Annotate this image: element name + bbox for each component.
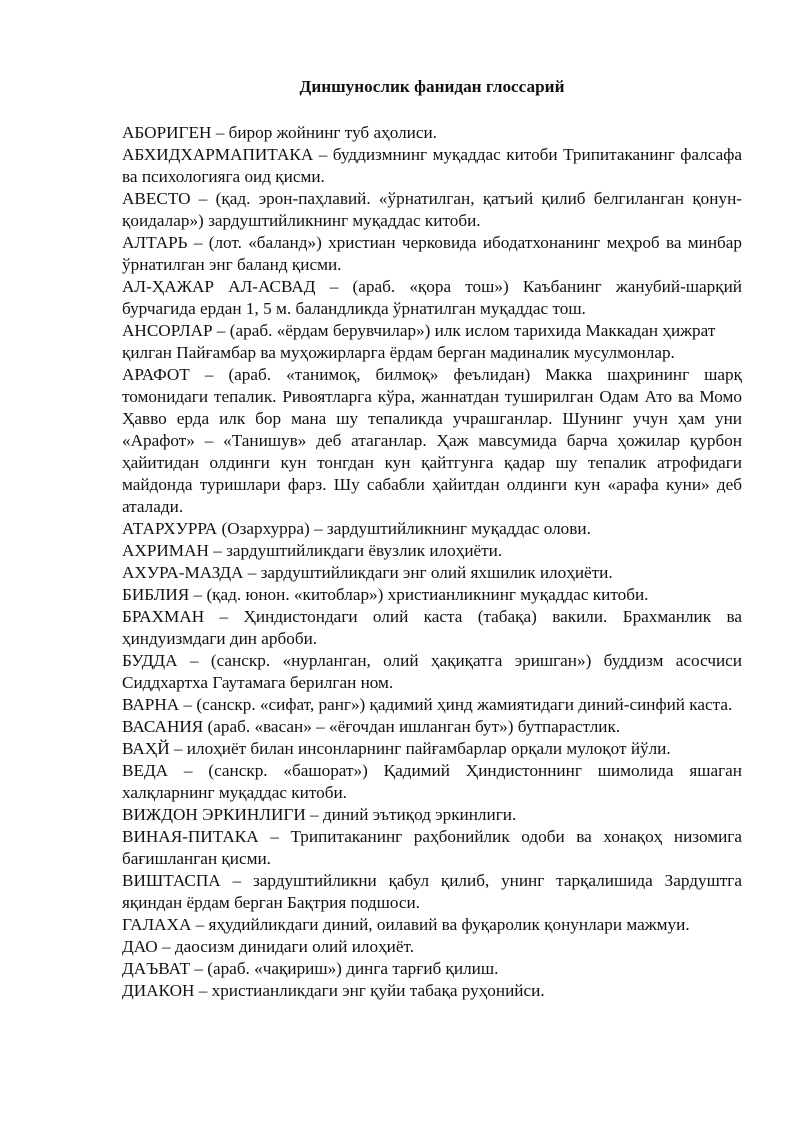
glossary-entry: АВЕСТО – (қад. эрон-паҳлавий. «ўрнатилган, қатъий қилиб белгиланган қонун-қоидалар») зардуштийликнинг муқаддас китоби. <box>122 189 742 230</box>
glossary-entry: АНСОРЛАР – (араб. «ёрдам берувчилар») илк ислом тарихида Маккадан ҳижрат қилган Пайғамбар ва муҳожирларга ёрдам берган мадиналик мусулмонлар. <box>122 321 716 362</box>
glossary-entry: ГАЛАХА – яҳудийликдаги диний, оилавий ва фуқаролик қонунлари мажмуи. <box>122 915 690 934</box>
glossary-entry: ВАРНА – (санскр. «сифат, ранг») қадимий ҳинд жамиятидаги диний-синфий каста. <box>122 695 733 714</box>
glossary-entry: ВЕДА – (санскр. «башорат») Қадимий Ҳиндистоннинг шимолида яшаган халқларнинг муқаддас китоби. <box>122 761 742 802</box>
glossary-entry: АБОРИГЕН – бирор жойнинг туб аҳолиси. <box>122 123 437 142</box>
glossary-entry: ДАЪВАТ – (араб. «чақириш») динга тарғиб қилиш. <box>122 959 499 978</box>
glossary-entry: АХУРА-МАЗДА – зардуштийликдаги энг олий яхшилик илоҳиёти. <box>122 563 613 582</box>
glossary-entry: ВАҲЙ – илоҳиёт билан инсонларнинг пайғамбарлар орқали мулоқот йўли. <box>122 739 671 758</box>
document-page <box>122 76 742 1002</box>
document-title: Диншунослик фанидан глоссарий <box>299 77 565 96</box>
glossary-entry: АЛТАРЬ – (лот. «баланд») христиан черковида ибодатхонанинг меҳроб ва минбар ўрнатилган энг баланд қисми. <box>122 233 742 274</box>
glossary-entry: ДИАКОН – христианликдаги энг қуйи табақа руҳонийси. <box>122 981 545 1000</box>
glossary-entry: ВИНАЯ-ПИТАКА – Трипитаканинг раҳбонийлик одоби ва хонақоҳ низомига бағишланган қисми. <box>122 827 742 868</box>
glossary-entry: ВИШТАСПА – зардуштийликни қабул қилиб, унинг тарқалишида Зардуштга яқиндан ёрдам берган Бақтрия подшоси. <box>122 871 742 912</box>
glossary-entry: ВАСАНИЯ (араб. «васан» – «ёғочдан ишланган бут») бутпарастлик. <box>122 717 621 736</box>
glossary-entry: АЛ-ҲАЖАР АЛ-АСВАД – (араб. «қора тош») Каъбанинг жанубий-шарқий бурчагида ердан 1, 5 м. баландликда ўрнатилган муқаддас тош. <box>122 277 742 318</box>
glossary-entry: БИБЛИЯ – (қад. юнон. «китоблар») христианликнинг муқаддас китоби. <box>122 585 649 604</box>
glossary-entry: АТАРХУРРА (Озархурра) – зардуштийликнинг муқаддас олови. <box>122 519 591 538</box>
glossary-entry: ВИЖДОН ЭРКИНЛИГИ – диний эътиқод эркинлиги. <box>122 805 517 824</box>
glossary-entry: БУДДА – (санскр. «нурланган, олий ҳақиқатга эришган») буддизм асосчиси Сиддхартха Гаутамага берилган ном. <box>122 651 742 692</box>
glossary-entry: АРАФОТ – (араб. «танимоқ, билмоқ» феълидан) Макка шаҳрининг шарқ томонидаги тепалик. Ривоятларга кўра, жаннатдан туширилган Одам Ато ва Момо Ҳавво ерда илк бор мана шу тепаликда учрашганлар. Шунинг учун ҳам уни «Арафот» – «Танишув» деб атаганлар. Ҳаж мавсумида барча ҳожилар қурбон ҳайитидан олдинги кун тонгдан кун қайтгунга қадар шу тепалик атрофидаги майдонда туришлари фарз. Шу сабабли ҳайитдан олдинги кун «арафа куни» деб аталади. <box>122 365 742 516</box>
glossary-entry: АХРИМАН – зардуштийликдаги ёвузлик илоҳиёти. <box>122 541 503 560</box>
glossary-entry: БРАХМАН – Ҳиндистондаги олий каста (табақа) вакили. Брахманлик ва ҳиндуизмдаги дин арбоби. <box>122 607 742 648</box>
glossary-entry: АБХИДХАРМАПИТАКА – буддизмнинг муқаддас китоби Трипитаканинг фалсафа ва психологияга оид қисми. <box>122 145 742 186</box>
glossary-entry: ДАО – даосизм динидаги олий илоҳиёт. <box>122 937 415 956</box>
